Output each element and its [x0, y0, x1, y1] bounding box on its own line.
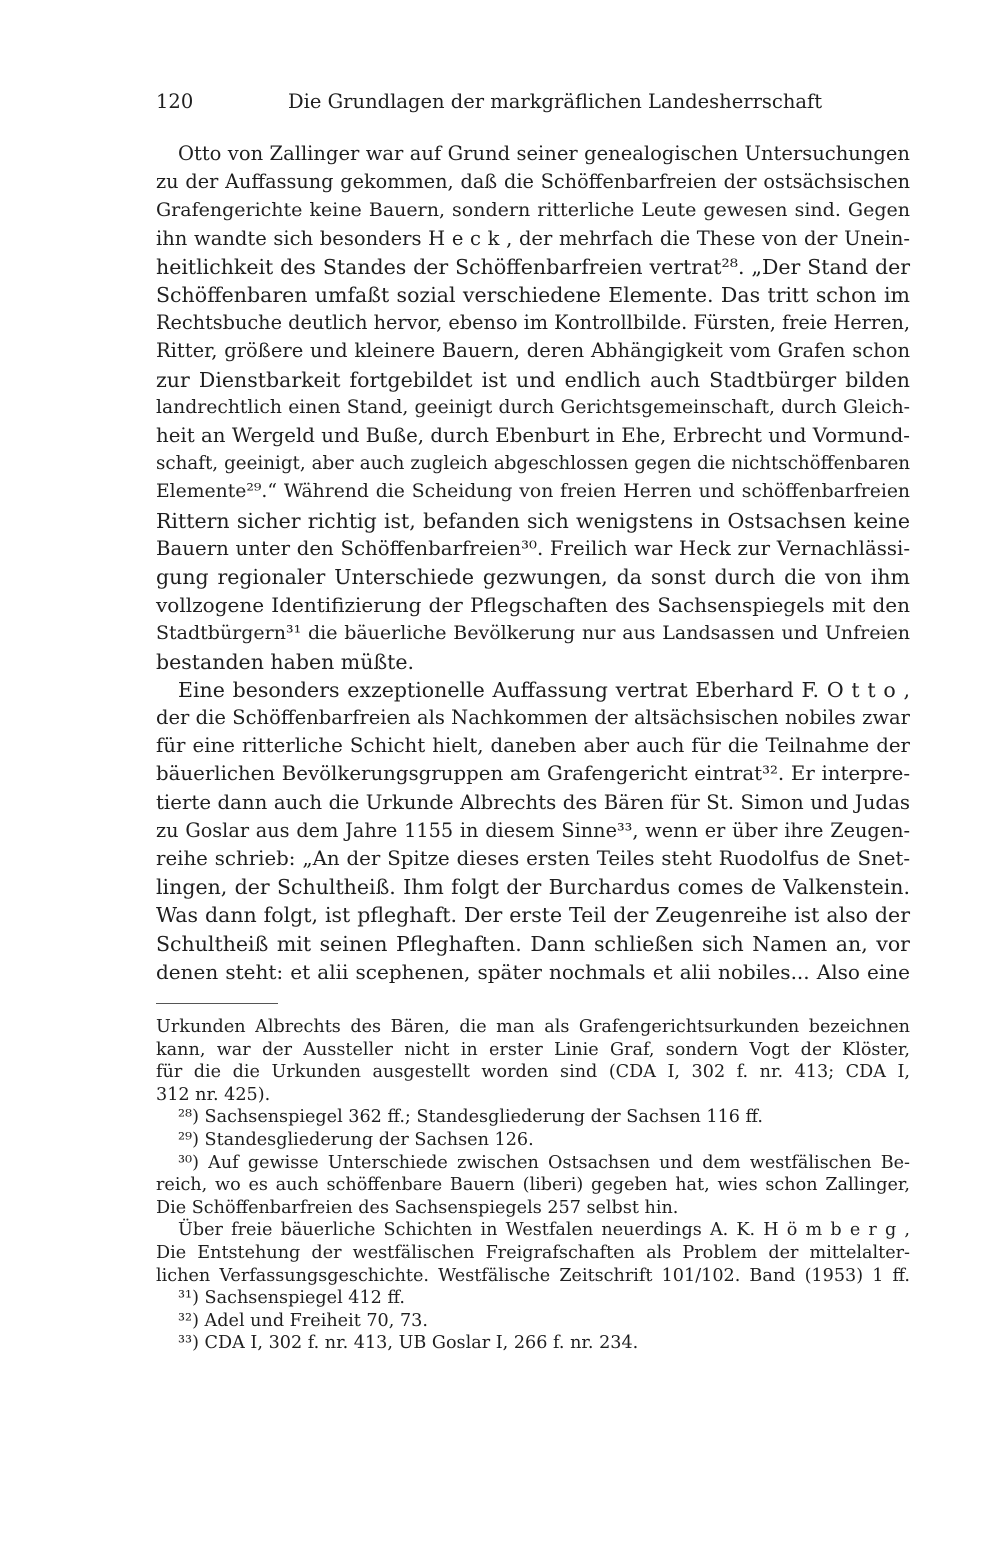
text-line: Bauern unter den Schöffenbarfreien³⁰. Freilich war Heck zur Vernachlässi-: [156, 536, 910, 560]
page-number: 120: [156, 90, 194, 113]
footnote-line: kann, war der Aussteller nicht in erster Linie Graf, sondern Vogt der Klöster,: [156, 1039, 910, 1060]
text-line: tierte dann auch die Urkunde Albrechts des Bären für St. Simon und Judas: [156, 790, 910, 814]
footnote-line: Urkunden Albrechts des Bären, die man als Grafengerichtsurkunden bezeichnen: [156, 1017, 910, 1037]
footnote-separator: [156, 1003, 278, 1004]
text-line: gung regionaler Unterschiede gezwungen, da sonst durch die von ihm: [156, 565, 910, 590]
footnote-line: reich, wo es auch schöffenbare Bauern (liberi) gegeben hat, wies schon Zallinger,: [156, 1175, 910, 1196]
footnote-line: ³⁰) Auf gewisse Unterschiede zwischen Ostsachsen und dem westfälischen Be-: [178, 1152, 910, 1173]
text-line: Rittern sicher richtig ist, befanden sich wenigstens in Ostsachsen keine: [156, 508, 910, 533]
text-line: zu der Auffassung gekommen, daß die Schöffenbarfreien der ostsächsischen: [156, 170, 910, 194]
text-line: Stadtbürgern³¹ die bäuerliche Bevölkerung nur aus Landsassen und Unfreien: [156, 622, 910, 645]
text-line: bäuerlichen Bevölkerungsgruppen am Grafengericht eintrat³². Er interpre-: [156, 762, 910, 786]
text-line: Ritter, größere und kleinere Bauern, deren Abhängigkeit vom Grafen schon: [156, 339, 910, 363]
text-line: bestanden haben müßte.: [156, 649, 415, 674]
text-line: Rechtsbuche deutlich hervor, ebenso im Kontrollbilde. Fürsten, freie Herren,: [156, 311, 910, 335]
text-line: Schöffenbaren umfaßt sozial verschiedene Elemente. Das tritt schon im: [156, 283, 910, 308]
text-line: Grafengerichte keine Bauern, sondern ritterliche Leute gewesen sind. Gegen: [156, 199, 910, 222]
text-line: lingen, der Schultheiß. Ihm folgt der Burchardus comes de Valkenstein.: [156, 875, 910, 900]
footnote-line: für die die Urkunden ausgestellt worden sind (CDA I, 302 f. nr. 413; CDA I,: [156, 1062, 910, 1083]
text-line: denen steht: et alii scephenen, später nochmals et alii nobiles... Also eine: [156, 959, 910, 984]
text-line: Schultheiß mit seinen Pfleghaften. Dann schließen sich Namen an, vor: [156, 931, 910, 956]
text-line: heitlichkeit des Standes der Schöffenbarfreien vertrat²⁸. „Der Stand der: [156, 254, 910, 279]
text-line: der die Schöffenbarfreien als Nachkommen der altsächsischen nobiles zwar: [156, 706, 910, 730]
text-line: Eine besonders exzeptionelle Auffassung vertrat Eberhard F. O t t o ,: [178, 677, 910, 702]
footnote-line: ²⁹) Standesgliederung der Sachsen 126.: [178, 1129, 534, 1150]
footnote-line: ³¹) Sachsenspiegel 412 ff.: [178, 1288, 405, 1309]
text-line: heit an Wergeld und Buße, durch Ebenburt in Ehe, Erbrecht und Vormund-: [156, 424, 910, 448]
text-line: zur Dienstbarkeit fortgebildet ist und endlich auch Stadtbürger bilden: [156, 367, 910, 392]
main-text: [156, 140, 910, 986]
footnote-line: ³²) Adel und Freiheit 70, 73.: [178, 1310, 428, 1331]
footnote-line: ²⁸) Sachsenspiegel 362 ff.; Standesgliederung der Sachsen 116 ff.: [178, 1107, 764, 1128]
text-line: Otto von Zallinger war auf Grund seiner genealogischen Untersuchungen: [178, 142, 910, 165]
text-line: Elemente²⁹.“ Während die Scheidung von freien Herren und schöffenbarfreien: [156, 481, 910, 503]
footnotes: [156, 1016, 910, 1355]
footnote-line: lichen Verfassungsgeschichte. Westfälische Zeitschrift 101/102. Band (1953) 1 ff.: [156, 1265, 910, 1286]
text-line: landrechtlich einen Stand, geeinigt durch Gerichtsgemeinschaft, durch Gleich-: [156, 396, 910, 418]
footnote-line: Über freie bäuerliche Schichten in Westfalen neuerdings A. K. H ö m b e r g ,: [178, 1220, 910, 1241]
text-line: zu Goslar aus dem Jahre 1155 in diesem Sinne³³, wenn er über ihre Zeugen-: [156, 818, 910, 842]
running-head: Die Grundlagen der markgräflichen Landesherrschaft: [288, 90, 823, 113]
text-line: schaft, geeinigt, aber auch zugleich abgeschlossen gegen die nichtschöffenbaren: [156, 453, 910, 475]
text-line: vollzogene Identifizierung der Pflegschaften des Sachsenspiegels mit den: [156, 593, 910, 618]
text-line: für eine ritterliche Schicht hielt, daneben aber auch für die Teilnahme der: [156, 734, 910, 758]
footnote-line: ³³) CDA I, 302 f. nr. 413, UB Goslar I, 266 f. nr. 234.: [178, 1333, 639, 1354]
text-line: reihe schrieb: „An der Spitze dieses ersten Teiles steht Ruodolfus de Snet-: [156, 847, 910, 871]
footnote-line: Die Entstehung der westfälischen Freigrafschaften als Problem der mittelalter-: [156, 1242, 910, 1263]
footnote-line: 312 nr. 425).: [156, 1084, 271, 1105]
text-line: ihn wandte sich besonders H e c k , der mehrfach die These von der Unein-: [156, 226, 910, 250]
text-line: Was dann folgt, ist pfleghaft. Der erste Teil der Zeugenreihe ist also der: [156, 903, 910, 928]
footnote-line: Die Schöffenbarfreien des Sachsenspiegels 257 selbst hin.: [156, 1197, 679, 1218]
